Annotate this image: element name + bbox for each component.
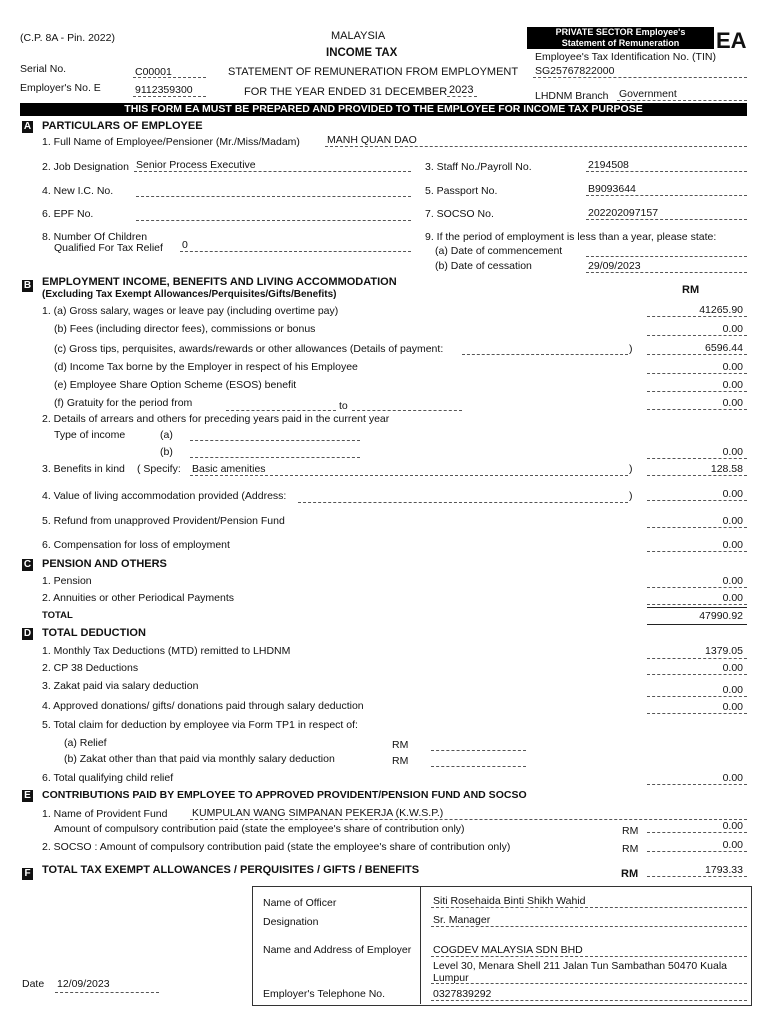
e1-fund: KUMPULAN WANG SIMPANAN PEKERJA (K.W.S.P.) bbox=[192, 807, 444, 819]
d4-line bbox=[647, 713, 747, 714]
b1d-label: (d) Income Tax borne by the Employer in respect of his Employee bbox=[54, 361, 358, 373]
private-sector-box bbox=[527, 27, 714, 49]
total-value: 47990.92 bbox=[699, 610, 743, 622]
children-line bbox=[180, 251, 411, 252]
b2-value: 0.00 bbox=[722, 446, 743, 458]
d5-label: 5. Total claim for deduction by employee via Form TP1 in respect of: bbox=[42, 719, 358, 731]
e2-rm: RM bbox=[622, 843, 639, 855]
job-value: Senior Process Executive bbox=[136, 159, 256, 171]
job-line bbox=[134, 171, 411, 172]
d1-line bbox=[647, 658, 747, 659]
country-title: MALAYSIA bbox=[331, 30, 386, 42]
form-code: (C.P. 8A - Pin. 2022) bbox=[20, 32, 115, 44]
d6-value: 0.00 bbox=[722, 772, 743, 784]
b6-value: 0.00 bbox=[722, 539, 743, 551]
b1c-line bbox=[647, 354, 747, 355]
children-label-2: Qualified For Tax Relief bbox=[54, 242, 163, 254]
income-tax-title: INCOME TAX bbox=[326, 47, 398, 59]
b2a-line bbox=[190, 440, 360, 441]
d1-value: 1379.05 bbox=[705, 645, 743, 657]
employer-address-2: Lumpur bbox=[433, 972, 469, 984]
d5b-rm: RM bbox=[392, 755, 409, 767]
f-rm: RM bbox=[621, 868, 639, 880]
d6-label: 6. Total qualifying child relief bbox=[42, 772, 174, 784]
d5b-label: (b) Zakat other than that paid via monthly salary deduction bbox=[64, 753, 335, 765]
b4-value: 0.00 bbox=[722, 488, 743, 500]
year-value: 2023 bbox=[449, 84, 474, 96]
e1-amount-label: Amount of compulsory contribution paid (state the employee's share of contribution only) bbox=[54, 823, 465, 835]
commencement-line bbox=[586, 256, 747, 257]
gratuity-to-line bbox=[352, 410, 462, 411]
d3-value: 0.00 bbox=[722, 684, 743, 696]
b3-value: 128.58 bbox=[710, 463, 743, 475]
b1b-label: (b) Fees (including director fees), commissions or bonus bbox=[54, 323, 316, 335]
c1-line bbox=[647, 587, 747, 588]
serial-line bbox=[133, 77, 206, 78]
staff-value: 2194508 bbox=[588, 159, 629, 171]
b1b-line bbox=[647, 335, 747, 336]
total-bottom-rule bbox=[647, 624, 747, 625]
officer-name-label: Name of Officer bbox=[263, 897, 337, 909]
b2-type-label: Type of income bbox=[54, 429, 126, 441]
b4-line bbox=[647, 500, 747, 501]
b1f-line bbox=[647, 409, 747, 410]
designation-value: Sr. Manager bbox=[433, 914, 491, 926]
d3-label: 3. Zakat paid via salary deduction bbox=[42, 680, 199, 692]
section-d-badge: D bbox=[23, 628, 32, 639]
socso-line bbox=[586, 219, 747, 220]
branch-value: Government bbox=[619, 88, 677, 100]
b5-line bbox=[647, 527, 747, 528]
b1c-value: 6596.44 bbox=[705, 342, 743, 354]
b3-specify-label: ( Specify: bbox=[137, 463, 181, 475]
b4-close: ) bbox=[629, 490, 633, 502]
box-line-1: PRIVATE SECTOR Employee's bbox=[555, 27, 686, 37]
d2-line bbox=[647, 674, 747, 675]
b1b-value: 0.00 bbox=[722, 323, 743, 335]
d5a-line bbox=[431, 750, 526, 751]
b3-specify-value: Basic amenities bbox=[192, 463, 266, 475]
date-value: 12/09/2023 bbox=[57, 978, 110, 990]
staff-line bbox=[586, 171, 747, 172]
e1-label: 1. Name of Provident Fund bbox=[42, 808, 168, 820]
officer-divider bbox=[420, 887, 421, 1004]
epf-line bbox=[136, 220, 411, 221]
telephone-value: 0327839292 bbox=[433, 988, 492, 1000]
section-a-title: PARTICULARS OF EMPLOYEE bbox=[42, 120, 203, 132]
passport-line bbox=[586, 195, 747, 196]
d2-value: 0.00 bbox=[722, 662, 743, 674]
employer-no-label: Employer's No. E bbox=[20, 82, 101, 94]
d3-line bbox=[647, 696, 747, 697]
section-f-badge: F bbox=[22, 868, 33, 880]
b1d-line bbox=[647, 373, 747, 374]
section-b-title-2: (Excluding Tax Exempt Allowances/Perquisites/Gifts/Benefits) bbox=[42, 289, 337, 300]
socso-label: 7. SOCSO No. bbox=[425, 208, 494, 220]
b5-label: 5. Refund from unapproved Provident/Pension Fund bbox=[42, 515, 285, 527]
section-c-badge: C bbox=[23, 559, 32, 570]
employee-name: MANH QUAN DAO bbox=[327, 134, 417, 146]
b4-label: 4. Value of living accommodation provided (Address: bbox=[42, 490, 287, 502]
branch-label: LHDNM Branch bbox=[535, 90, 609, 102]
gratuity-to: to bbox=[339, 400, 348, 412]
section-a-badge: A bbox=[23, 121, 32, 132]
section-b-badge: B bbox=[23, 280, 32, 291]
c1-value: 0.00 bbox=[722, 575, 743, 587]
cessation-value: 29/09/2023 bbox=[588, 260, 641, 272]
total-label: TOTAL bbox=[42, 610, 73, 621]
b1c-close: ) bbox=[629, 343, 633, 355]
officer-name: Siti Rosehaida Binti Shikh Wahid bbox=[433, 895, 586, 907]
b3-label: 3. Benefits in kind bbox=[42, 463, 125, 475]
d4-value: 0.00 bbox=[722, 701, 743, 713]
epf-label: 6. EPF No. bbox=[42, 208, 94, 220]
name-line bbox=[325, 146, 747, 147]
statement-title: STATEMENT OF REMUNERATION FROM EMPLOYMENT bbox=[228, 66, 519, 78]
officer-name-line bbox=[431, 907, 747, 908]
ea-label: EA bbox=[716, 28, 747, 53]
employer-address-1: Level 30, Menara Shell 211 Jalan Tun Sambathan 50470 Kuala bbox=[433, 960, 728, 972]
serial-label: Serial No. bbox=[20, 63, 67, 75]
employer-address-line bbox=[431, 983, 747, 984]
e1-line bbox=[647, 832, 747, 833]
date-line bbox=[55, 992, 159, 993]
telephone-label: Employer's Telephone No. bbox=[263, 988, 386, 1000]
employer-no-value: 9112359300 bbox=[135, 84, 193, 96]
date-label: Date bbox=[22, 978, 45, 990]
cessation-label: (b) Date of cessation bbox=[435, 260, 532, 272]
b2a-label: (a) bbox=[160, 429, 173, 441]
employer-name-line bbox=[431, 956, 747, 957]
e2-label: 2. SOCSO : Amount of compulsory contribution paid (state the employee's share of contribution only) bbox=[42, 841, 511, 853]
b1e-value: 0.00 bbox=[722, 379, 743, 391]
employer-no-line bbox=[133, 96, 206, 97]
d4-label: 4. Approved donations/ gifts/ donations paid through salary deduction bbox=[42, 700, 364, 712]
c2-line bbox=[647, 604, 747, 605]
section-e-badge: E bbox=[22, 790, 33, 802]
b4-address-line bbox=[298, 502, 628, 503]
e1-rm: RM bbox=[622, 825, 639, 837]
b1e-line bbox=[647, 391, 747, 392]
b2b-label: (b) bbox=[160, 446, 173, 458]
section-f-title: TOTAL TAX EXEMPT ALLOWANCES / PERQUISITES / GIFTS / BENEFITS bbox=[42, 864, 420, 876]
name-label: 1. Full Name of Employee/Pensioner (Mr./Miss/Madam) bbox=[42, 136, 300, 148]
b5-value: 0.00 bbox=[722, 515, 743, 527]
tin-value: SG25767822000 bbox=[535, 65, 615, 77]
ic-line bbox=[136, 196, 411, 197]
year-line bbox=[447, 96, 477, 97]
e2-line bbox=[647, 851, 747, 852]
b1c-details-line bbox=[462, 354, 628, 355]
e2-value: 0.00 bbox=[722, 839, 743, 851]
designation-label: Designation bbox=[263, 916, 319, 928]
f-value: 1793.33 bbox=[705, 864, 743, 876]
d1-label: 1. Monthly Tax Deductions (MTD) remitted to LHDNM bbox=[42, 645, 291, 657]
b2-line bbox=[647, 458, 747, 459]
b1a-value: 41265.90 bbox=[699, 304, 743, 316]
c1-label: 1. Pension bbox=[42, 575, 92, 587]
b1a-line bbox=[647, 316, 747, 317]
tin-label: Employee's Tax Identification No. (TIN) bbox=[535, 51, 716, 63]
b6-label: 6. Compensation for loss of employment bbox=[42, 539, 230, 551]
branch-line bbox=[617, 100, 747, 101]
instruction-banner: THIS FORM EA MUST BE PREPARED AND PROVIDED TO THE EMPLOYEE FOR INCOME TAX PURPOSE bbox=[20, 103, 747, 116]
passport-label: 5. Passport No. bbox=[425, 185, 498, 197]
b1e-label: (e) Employee Share Option Scheme (ESOS) benefit bbox=[54, 379, 297, 391]
tin-line bbox=[533, 77, 747, 78]
section-d-title: TOTAL DEDUCTION bbox=[42, 627, 146, 639]
serial-value: C00001 bbox=[135, 66, 172, 78]
section-e-title: CONTRIBUTIONS PAID BY EMPLOYEE TO APPROVED PROVIDENT/PENSION FUND AND SOCSO bbox=[42, 789, 527, 801]
b1f-label: (f) Gratuity for the period from bbox=[54, 397, 193, 409]
e1-value: 0.00 bbox=[722, 820, 743, 832]
passport-value: B9093644 bbox=[588, 183, 636, 195]
children-label-1: 8. Number Of Children bbox=[42, 231, 148, 243]
b2-label: 2. Details of arrears and others for preceding years paid in the current year bbox=[42, 413, 390, 425]
b3-line bbox=[647, 475, 747, 476]
d5a-rm: RM bbox=[392, 739, 409, 751]
period-label: 9. If the period of employment is less than a year, please state: bbox=[425, 231, 717, 243]
children-value: 0 bbox=[182, 239, 188, 251]
year-prefix: FOR THE YEAR ENDED 31 DECEMBER bbox=[244, 86, 448, 98]
employer-name: COGDEV MALAYSIA SDN BHD bbox=[433, 944, 583, 956]
staff-label: 3. Staff No./Payroll No. bbox=[425, 161, 532, 173]
gratuity-from-line bbox=[226, 410, 336, 411]
b1a-label: 1. (a) Gross salary, wages or leave pay (including overtime pay) bbox=[42, 305, 339, 317]
section-b-title-1: EMPLOYMENT INCOME, BENEFITS AND LIVING ACCOMMODATION bbox=[42, 276, 397, 288]
commencement-label: (a) Date of commencement bbox=[435, 245, 563, 257]
box-line-2: Statement of Remuneration bbox=[561, 37, 680, 48]
ic-label: 4. New I.C. No. bbox=[42, 185, 114, 197]
b1d-value: 0.00 bbox=[722, 361, 743, 373]
socso-value: 202202097157 bbox=[588, 207, 659, 219]
f-line bbox=[647, 876, 747, 877]
d5b-line bbox=[431, 766, 526, 767]
d6-line bbox=[647, 784, 747, 785]
job-label: 2. Job Designation bbox=[42, 161, 129, 173]
total-top-rule bbox=[647, 607, 747, 608]
b2b-line bbox=[190, 457, 360, 458]
b6-line bbox=[647, 551, 747, 552]
b1f-value: 0.00 bbox=[722, 397, 743, 409]
telephone-line bbox=[431, 1000, 747, 1001]
designation-line bbox=[431, 926, 747, 927]
section-c-title: PENSION AND OTHERS bbox=[42, 558, 167, 570]
d5a-label: (a) Relief bbox=[64, 737, 107, 749]
c2-value: 0.00 bbox=[722, 592, 743, 604]
rm-header: RM bbox=[682, 284, 700, 296]
d2-label: 2. CP 38 Deductions bbox=[42, 662, 139, 674]
b3-specify-line bbox=[190, 475, 628, 476]
cessation-line bbox=[586, 272, 747, 273]
c2-label: 2. Annuities or other Periodical Payments bbox=[42, 592, 235, 604]
b1c-label: (c) Gross tips, perquisites, awards/rewards or other allowances (Details of payment: bbox=[54, 343, 444, 355]
b3-close: ) bbox=[629, 463, 633, 475]
employer-name-label: Name and Address of Employer bbox=[263, 944, 412, 956]
